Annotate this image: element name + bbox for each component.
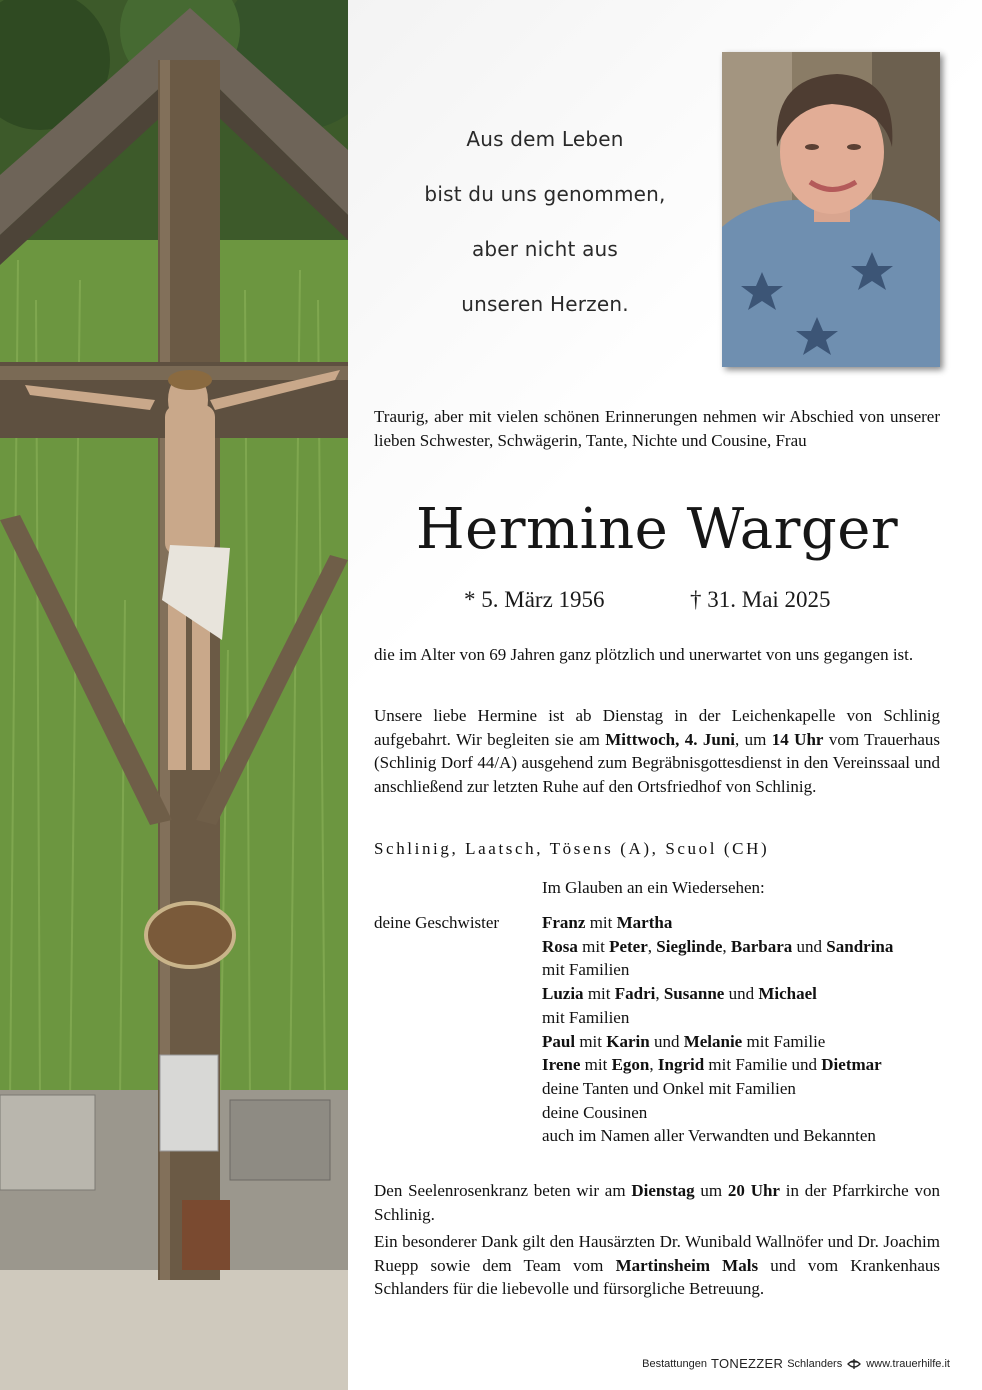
rosary-info bbox=[374, 1179, 940, 1226]
family-list bbox=[542, 911, 942, 1148]
family-name: Sandrina bbox=[826, 936, 894, 956]
family-text: mit bbox=[577, 936, 610, 956]
rosary-day: Dienstag bbox=[631, 1181, 695, 1200]
family-line: deine Tanten und Onkel mit Familien bbox=[542, 1078, 796, 1098]
thanks-text-part: und vom Krankenhaus Schlanders für die liebevolle und fürsorgliche Betreuung. bbox=[374, 1255, 940, 1299]
thanks-text-part: Ein besonderer Dank gilt den Hausärzten Dr. Wunibald Wallnöfer und Dr. Joachim Ruepp sowie dem Team vom bbox=[374, 1232, 940, 1275]
family-text: mit Familie und bbox=[704, 1055, 822, 1075]
footer-suffix: Schlanders bbox=[787, 1358, 843, 1370]
family-name: Dietmar bbox=[821, 1055, 882, 1075]
family-name: Franz bbox=[542, 913, 586, 932]
family-name: Barbara bbox=[730, 936, 793, 956]
family-name: Egon bbox=[611, 1055, 650, 1075]
family-name: Fadri bbox=[614, 984, 656, 1004]
poem-line: Aus dem Leben bbox=[466, 127, 624, 151]
family-text: , bbox=[655, 984, 664, 1004]
places: Schlinig, Laatsch, Tösens (A), Scuol (CH) bbox=[374, 839, 770, 858]
rosary-text: um bbox=[694, 1181, 728, 1200]
family-line: mit Familien bbox=[542, 960, 630, 980]
family-name: Martha bbox=[616, 913, 673, 932]
family-text: und bbox=[792, 936, 827, 956]
poem-line: unseren Herzen. bbox=[461, 292, 629, 316]
thanks-text bbox=[374, 1230, 940, 1301]
family-name: Ingrid bbox=[657, 1055, 705, 1075]
family-line: mit Familien bbox=[542, 1007, 630, 1027]
family-text: mit Familie bbox=[742, 1031, 826, 1051]
birth-date: * 5. März 1956 bbox=[464, 587, 605, 612]
funeral-time: 14 Uhr bbox=[771, 729, 824, 749]
rosary-time: 20 Uhr bbox=[727, 1181, 780, 1200]
family-text: mit bbox=[580, 1055, 612, 1075]
crucifix-illustration bbox=[0, 0, 348, 1390]
footer bbox=[642, 1356, 950, 1372]
portrait-photo bbox=[722, 52, 940, 367]
poem-line: bist du uns genommen, bbox=[424, 182, 666, 206]
rosary-text: in der Pfarrkirche von Schlinig. bbox=[374, 1181, 940, 1224]
family-name: Sieglinde bbox=[656, 936, 723, 956]
family-name: Melanie bbox=[683, 1031, 743, 1051]
deceased-name: Hermine Warger bbox=[415, 497, 899, 562]
family-line bbox=[542, 911, 942, 935]
family-text: , bbox=[647, 936, 657, 956]
poem bbox=[380, 112, 710, 332]
funeral-info-text: Unsere liebe Hermine ist ab Dienstag in der Leichenkapelle von Schlinig aufgebahrt. Wir begleiten sie am bbox=[374, 706, 940, 749]
poem-line: aber nicht aus bbox=[471, 237, 619, 261]
rosary-text: Den Seelenrosenkranz beten wir am bbox=[374, 1181, 632, 1200]
funeral-info bbox=[374, 704, 940, 798]
life-dates bbox=[374, 584, 940, 618]
death-date: † 31. Mai 2025 bbox=[690, 587, 831, 612]
footer-url-link[interactable]: www.trauerhilfe.it bbox=[866, 1358, 950, 1370]
family-text: mit bbox=[583, 984, 615, 1004]
family-name: Karin bbox=[606, 1031, 650, 1051]
crucifix-photo bbox=[0, 0, 348, 1390]
funeral-info-text: , um bbox=[735, 729, 772, 749]
family-text: und bbox=[724, 984, 759, 1004]
age-text: die im Alter von 69 Jahren ganz plötzlich und unerwartet von uns gegangen ist. bbox=[374, 645, 914, 664]
footer-brand: TONEZZER bbox=[710, 1356, 784, 1371]
family-name: Paul bbox=[542, 1031, 576, 1051]
funeral-day: Mittwoch, 4. Juni bbox=[605, 729, 736, 749]
funeral-info-text: vom Trauerhaus (Schlinig Dorf 44/A) ausgehend zum Begräbnisgottesdienst in den Vereinssaal und anschließend zur letzten Ruhe auf den Ortsfriedhof von Schlinig. bbox=[374, 729, 941, 796]
trauerhilfe-logo-icon bbox=[846, 1357, 862, 1371]
family-line bbox=[542, 1030, 942, 1054]
thanks-institution: Martinsheim Mals bbox=[615, 1255, 759, 1275]
portrait-illustration bbox=[722, 52, 940, 367]
family-line: auch im Namen aller Verwandten und Bekannten bbox=[542, 1126, 876, 1146]
family-name: Peter bbox=[609, 936, 648, 956]
family-name: Luzia bbox=[542, 984, 584, 1004]
family-text: mit bbox=[585, 913, 617, 932]
family-line bbox=[542, 982, 942, 1006]
family-text: , bbox=[722, 936, 731, 956]
family-name: Michael bbox=[758, 984, 817, 1004]
family-name: Susanne bbox=[663, 984, 725, 1004]
family-text: , bbox=[649, 1055, 658, 1075]
family-line bbox=[542, 935, 942, 959]
farewell-heading: Im Glauben an ein Wiedersehen: bbox=[542, 878, 765, 897]
family-text: und bbox=[649, 1031, 684, 1051]
intro-text: Traurig, aber mit vielen schönen Erinnerungen nehmen wir Abschied von unserer lieben Schwester, Schwägerin, Tante, Nichte und Cousine, Frau bbox=[374, 407, 940, 450]
family-text: mit bbox=[575, 1031, 607, 1051]
footer-prefix: Bestattungen bbox=[642, 1358, 707, 1370]
family-name: Rosa bbox=[542, 936, 578, 956]
family-label: deine Geschwister bbox=[374, 913, 500, 932]
family-name: Irene bbox=[542, 1055, 581, 1075]
family-line bbox=[542, 1053, 942, 1077]
family-line: deine Cousinen bbox=[542, 1102, 648, 1122]
